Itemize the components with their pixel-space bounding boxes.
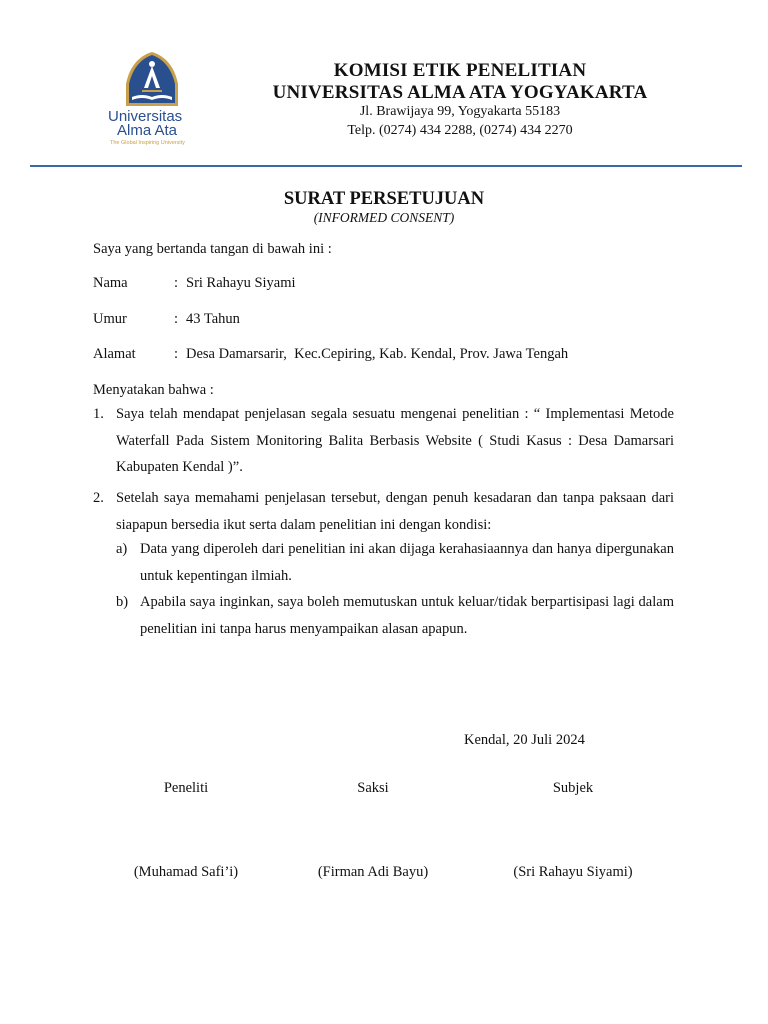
letterhead-address: Jl. Brawijaya 99, Yogyakarta 55183 (359, 104, 561, 119)
signature-role-subjek: Subjek (552, 780, 594, 796)
field-colon: : (174, 346, 179, 362)
logo-tagline: The Global Inspiring University (110, 140, 185, 146)
field-colon: : (174, 275, 179, 291)
field-label-umur: Umur (93, 311, 127, 327)
field-colon: : (174, 311, 179, 327)
field-label-nama: Nama (93, 275, 128, 291)
sub-point-label: b) (116, 594, 129, 610)
point-2-text: Setelah saya memahami penjelasan tersebut, dengan penuh kesadaran dan tanpa paksaan dari siapapun bersedia ikut serta dalam penelitian ini dengan kondisi: (116, 490, 674, 533)
document-subtitle: (INFORMED CONSENT) (313, 210, 455, 225)
document-title: SURAT PERSETUJUAN (283, 189, 485, 209)
signature-name-saksi: (Firman Adi Bayu) (317, 864, 429, 880)
signature-name-subjek: (Sri Rahayu Siyami) (513, 864, 633, 880)
letterhead-line-2: UNIVERSITAS ALMA ATA YOGYAKARTA (272, 82, 648, 103)
statement-text: Menyatakan bahwa : (93, 382, 214, 398)
signature-role-saksi: Saksi (357, 780, 389, 796)
logo-text-alma-ata: Alma Ata (117, 122, 178, 139)
university-crest-icon (102, 50, 202, 110)
point-1-text: Saya telah mendapat penjelasan segala sesuatu mengenai penelitian : “ Implementasi Metode Waterfall Pada Sistem Monitoring Balita Berbasis Website ( Studi Kasus : Desa Damarsari Kabupaten Kendal )”. (116, 406, 674, 475)
signature-role-peneliti: Peneliti (163, 780, 209, 796)
field-value-alamat: Desa Damarsarir, Kec.Cepiring, Kab. Kendal, Prov. Jawa Tengah (186, 346, 569, 362)
intro-text: Saya yang bertanda tangan di bawah ini : (93, 241, 332, 257)
letterhead-phone: Telp. (0274) 434 2288, (0274) 434 2270 (347, 123, 573, 138)
field-label-alamat: Alamat (93, 346, 136, 362)
place-date: Kendal, 20 Juli 2024 (464, 732, 585, 748)
point-number: 1. (93, 406, 104, 422)
letterhead-line-1: KOMISI ETIK PENELITIAN (333, 60, 587, 81)
logo-text-universitas: Universitas (108, 108, 183, 125)
letterhead-divider (30, 165, 742, 167)
sub-point-b-text: Apabila saya inginkan, saya boleh memutuskan untuk keluar/tidak berpartisipasi lagi dalam penelitian ini tanpa harus menyampaikan alasan apapun. (140, 594, 674, 637)
signature-name-peneliti: (Muhamad Safi’i) (133, 864, 239, 880)
field-value-nama: Sri Rahayu Siyami (186, 275, 296, 291)
sub-point-label: a) (116, 541, 128, 557)
point-number: 2. (93, 490, 104, 506)
field-value-umur: 43 Tahun (186, 311, 240, 327)
sub-point-a-text: Data yang diperoleh dari penelitian ini akan dijaga kerahasiaannya dan hanya dipergunakan untuk kepentingan ilmiah. (140, 541, 674, 584)
